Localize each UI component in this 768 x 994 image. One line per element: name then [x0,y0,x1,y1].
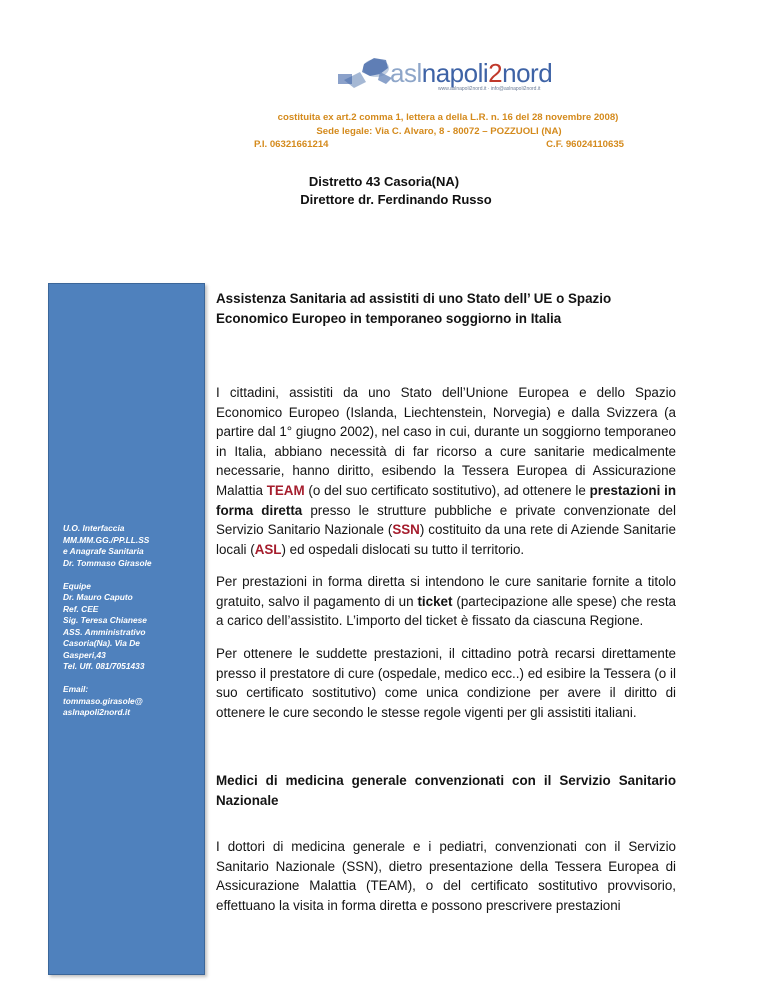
logo-asl-text: asl [390,58,422,88]
fiscal-code: C.F. 96024110635 [546,139,624,150]
text-run: ) ed ospedali dislocati su tutto il territorio. [281,541,525,557]
tax-ids-line [254,138,624,152]
email-address-domain[interactable]: aslnapoli2nord.it [63,707,131,717]
logo-two-text: 2 [488,58,503,88]
letterhead-info [254,111,624,152]
unit-line: Dr. Tommaso Girasole [63,557,152,568]
email-label: Email: [63,684,89,694]
asl-logo [336,54,553,98]
logo-tagline: www.aslnapoli2nord.it · info@aslnapoli2nord.it [438,86,541,92]
equipe-line: Dr. Mauro Caputo [63,592,133,602]
ticket-highlight: ticket [417,593,453,609]
equipe-line: Gasperi,43 [63,649,106,660]
text-run: ) costituito da una rete di Aziende Sanitarie locali ( [216,522,676,557]
section-title-line: Economico Europeo in temporaneo soggiorno in Italia [216,310,562,326]
unit-line: U.O. Interfaccia [63,523,125,533]
contact-sidebar [48,283,205,975]
logo-napoli-text: napoli [421,58,489,88]
text-run: Per prestazioni in forma diretta si intendono le cure sanitarie fornite a titolo gratuito, salvo il pagamento di un [216,574,676,609]
ssn-highlight: SSN [392,522,420,538]
asl-highlight: ASL [254,541,282,557]
paragraph-ticket [216,572,676,631]
section-title [216,289,676,328]
text-run: I cittadini, assistiti da uno Stato dell’Unione Europea e dello Spazio Economico Europeo (Islanda, Liechtenstein, Norvegia) e dalla Svizzera (a partire dal 1° giugno 2002), nel caso in cui, durante un soggiorno temporaneo in Italia, abbiano necessità di far ricorso a cure sanitarie medicalmente necessarie, hanno diritto, esibendo la Tessera Europea di Assicurazione Malattia [216,385,676,498]
email-address[interactable]: tommaso.girasole@ [63,695,143,706]
sidebar-content [63,523,196,730]
equipe-line: Ref. CEE [63,603,99,614]
section-title-gp: Medici di medicina generale convenzionati con il Servizio Sanitario Nazionale [216,773,676,808]
logo-wordmark [390,58,552,88]
paragraph-gp: I dottori di medicina generale e i pediatri, convenzionati con il Servizio Sanitario Nazionale (SSN), dietro presentazione della Tessera Europea di Assicurazione Malattia (TEAM), o del certificato sostitutivo provvisorio, effettuano la visita in forma diretta e possono prescrivere prestazioni [216,839,676,913]
text-run: presso le strutture pubbliche e private convenzionate del Servizio Sanitario Nazionale ( [216,502,676,538]
unit-line: e Anagrafe Sanitaria [63,546,144,556]
section-title-line: Assistenza Sanitaria ad assistiti di uno Stato dell’ UE o Spazio [216,291,612,306]
equipe-line: Equipe [63,580,91,591]
email-block [63,684,196,719]
legal-basis-line: costituita ex art.2 comma 1, lettera a della L.R. n. 16 del 28 novembre 2008) [277,112,619,123]
equipe-phone: Tel. Uff. 081/7051433 [63,661,145,671]
unit-block [63,523,196,569]
paragraph-procedure: Per ottenere le suddette prestazioni, il cittadino potrà recarsi direttamente presso il prestatore di cure (ospedale, medico ecc..) ed esibire la Tessera (o il suo certificato sostitutivo) come unica condizione per avere il diritto di ottenere le cure secondo le stesse regole vigenti per gli assistiti italiani. [216,646,676,720]
direct-services-highlight: prestazioni in forma diretta [216,482,677,518]
paragraph-eligibility [216,383,676,559]
equipe-line: ASS. Amministrativo [63,626,146,637]
headquarters-line: Sede legale: Via C. Alvaro, 8 - 80072 – POZZUOLI (NA) [316,125,562,137]
text-run: (partecipazione alle spese) che resta a carico dell’assistito. L’importo del ticket è fissato da ciascuna Regione. [216,593,676,629]
team-highlight: TEAM [266,482,305,498]
logo-nord-text: nord [502,58,553,88]
district-name: Distretto 43 Casoria(NA) [308,174,460,189]
district-director: Direttore dr. Ferdinando Russo [300,192,492,207]
equipe-block [63,581,196,673]
equipe-line: Sig. Teresa Chianese [63,615,147,625]
district-heading [0,173,768,209]
unit-line: MM.MM.GG./PP.LL.SS [63,534,150,545]
text-run: (o del suo certificato sostitutivo), ad ottenere le [304,482,590,498]
equipe-line: Casoria(Na). Via De [63,638,140,648]
vat-number: P.I. 06321661214 [254,139,329,150]
